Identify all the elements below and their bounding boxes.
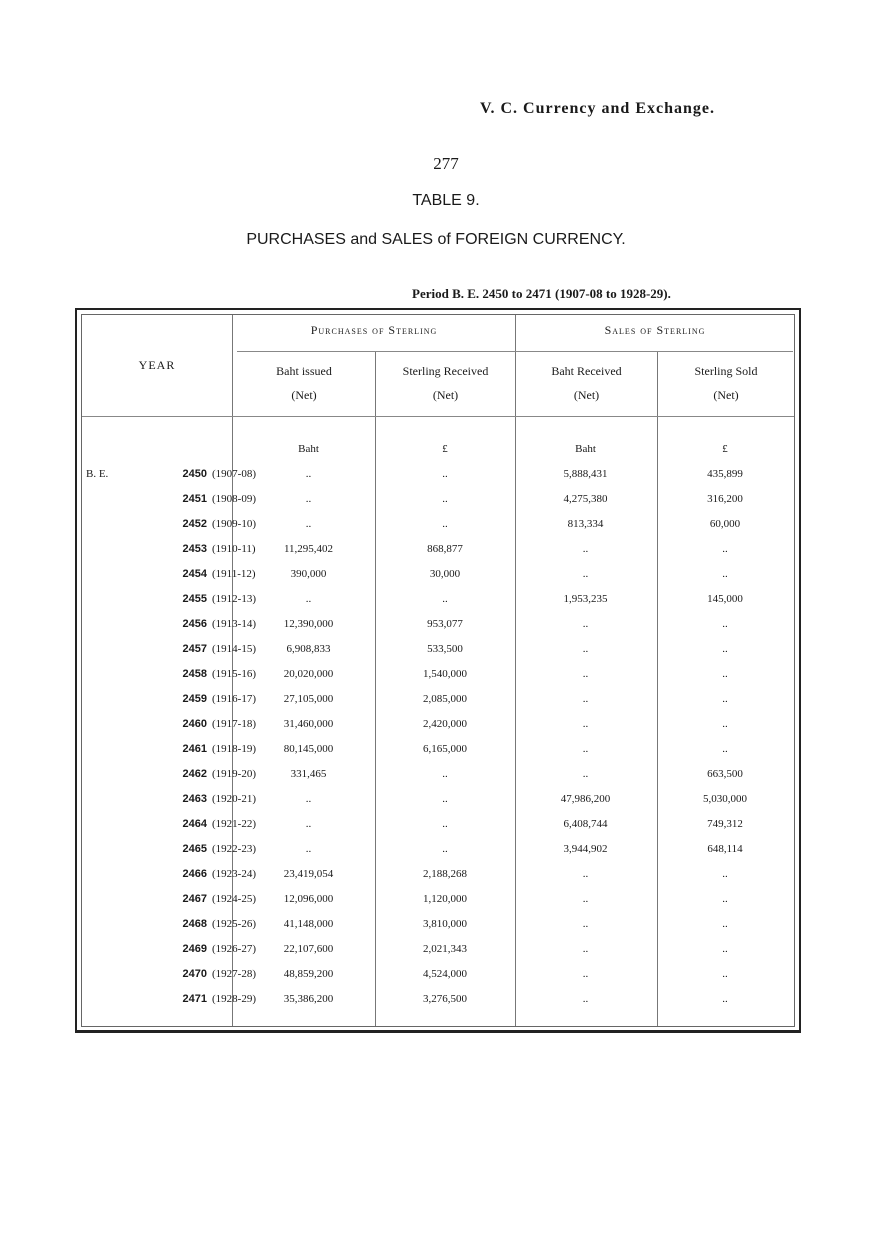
baht-issued-cell: 22,107,600 bbox=[283, 943, 334, 955]
purchases-group-header: Purchases of Sterling bbox=[310, 323, 438, 337]
baht-received-cell: .. bbox=[582, 718, 589, 730]
sterling-sold-cell: .. bbox=[722, 618, 728, 630]
ce-year-cell: (1917-18) bbox=[212, 718, 256, 730]
ce-year-cell: (1920-21) bbox=[212, 793, 256, 805]
baht-received-cell: .. bbox=[582, 993, 589, 1005]
sterling-sold-cell: .. bbox=[722, 643, 728, 655]
period-caption: Period B. E. 2450 to 2471 (1907-08 to 1928-29). bbox=[412, 286, 671, 301]
be-year-cell: 2458 bbox=[182, 668, 207, 680]
ce-year-cell: (1918-19) bbox=[212, 743, 256, 755]
baht-received-cell: .. bbox=[582, 968, 589, 980]
be-year-cell: 2460 bbox=[182, 718, 207, 730]
column-label: Sterling Received bbox=[402, 364, 489, 378]
unit-label: Baht bbox=[298, 443, 319, 455]
table-row bbox=[82, 512, 794, 537]
header-rule bbox=[237, 351, 793, 352]
sterling-sold-cell: 435,899 bbox=[707, 468, 743, 480]
ce-year-cell: (1913-14) bbox=[212, 618, 256, 630]
be-year-cell: 2464 bbox=[182, 818, 207, 830]
baht-issued-cell: 31,460,000 bbox=[283, 718, 334, 730]
ce-year-cell: (1916-17) bbox=[212, 693, 256, 705]
sterling-sold-cell: .. bbox=[722, 868, 728, 880]
ce-year-cell: (1927-28) bbox=[212, 968, 256, 980]
be-year-cell: 2453 bbox=[182, 543, 207, 555]
column-net-label: (Net) bbox=[713, 388, 739, 402]
sterling-sold-cell: 5,030,000 bbox=[703, 793, 747, 805]
ce-year-cell: (1925-26) bbox=[212, 918, 256, 930]
baht-received-cell: .. bbox=[582, 643, 589, 655]
ce-year-cell: (1926-27) bbox=[212, 943, 256, 955]
column-net-label: (Net) bbox=[573, 388, 600, 402]
baht-issued-cell: .. bbox=[305, 818, 312, 830]
table-row bbox=[82, 962, 794, 987]
sterling-received-cell: .. bbox=[442, 768, 448, 780]
baht-issued-cell: 48,859,200 bbox=[283, 968, 334, 980]
baht-issued-cell: 27,105,000 bbox=[283, 693, 334, 705]
be-year-cell: 2461 bbox=[182, 743, 207, 755]
table-row bbox=[82, 687, 794, 712]
baht-received-cell: 5,888,431 bbox=[563, 468, 608, 480]
ce-year-cell: (1923-24) bbox=[212, 868, 256, 880]
sterling-received-cell: 30,000 bbox=[429, 568, 461, 580]
ce-year-cell: (1928-29) bbox=[212, 993, 256, 1005]
column-label: Baht issued bbox=[276, 364, 332, 378]
baht-received-cell: .. bbox=[582, 768, 589, 780]
ce-year-cell: (1924-25) bbox=[212, 893, 256, 905]
unit-label: Baht bbox=[575, 443, 596, 455]
baht-received-cell: .. bbox=[582, 893, 589, 905]
table-row bbox=[82, 587, 794, 612]
be-year-cell: 2455 bbox=[182, 593, 207, 605]
sterling-received-cell: 2,188,268 bbox=[423, 868, 467, 880]
ce-year-cell: (1907-08) bbox=[212, 468, 256, 480]
baht-issued-cell: 35,386,200 bbox=[283, 993, 334, 1005]
baht-issued-cell: .. bbox=[305, 793, 312, 805]
baht-issued-cell: 331,465 bbox=[290, 768, 327, 780]
sterling-sold-cell: .. bbox=[722, 893, 728, 905]
be-year-cell: 2450 bbox=[182, 468, 207, 480]
sterling-received-cell: 2,085,000 bbox=[423, 693, 467, 705]
baht-issued-cell: .. bbox=[305, 468, 312, 480]
table-row bbox=[82, 712, 794, 737]
units-row bbox=[82, 437, 794, 462]
baht-issued-cell: 11,295,402 bbox=[283, 543, 334, 555]
ce-year-cell: (1908-09) bbox=[212, 493, 256, 505]
table-row bbox=[82, 537, 794, 562]
be-year-cell: 2467 bbox=[182, 893, 207, 905]
sterling-received-cell: .. bbox=[442, 493, 448, 505]
page-number: 277 bbox=[433, 154, 459, 173]
sterling-sold-cell: .. bbox=[722, 918, 728, 930]
table-title: TABLE 9. bbox=[412, 192, 480, 209]
sterling-received-cell: 3,276,500 bbox=[423, 993, 467, 1005]
baht-received-cell: .. bbox=[582, 743, 589, 755]
table-row bbox=[82, 562, 794, 587]
be-year-cell: 2457 bbox=[182, 643, 207, 655]
baht-received-cell: .. bbox=[582, 543, 589, 555]
ce-year-cell: (1911-12) bbox=[212, 568, 256, 580]
sterling-sold-cell: 316,200 bbox=[707, 493, 743, 505]
column-net-label: (Net) bbox=[432, 388, 459, 402]
sterling-sold-cell: .. bbox=[722, 743, 728, 755]
be-year-cell: 2468 bbox=[182, 918, 207, 930]
sterling-sold-cell: .. bbox=[722, 968, 728, 980]
unit-label: £ bbox=[722, 443, 728, 455]
sterling-sold-cell: .. bbox=[722, 943, 728, 955]
be-year-cell: 2469 bbox=[182, 943, 207, 955]
sterling-sold-cell: 60,000 bbox=[709, 518, 741, 530]
be-year-cell: 2466 bbox=[182, 868, 207, 880]
be-year-cell: 2454 bbox=[182, 568, 207, 580]
sterling-received-cell: 3,810,000 bbox=[423, 918, 467, 930]
table-row bbox=[82, 612, 794, 637]
table-row bbox=[82, 887, 794, 912]
ce-year-cell: (1922-23) bbox=[212, 843, 256, 855]
baht-issued-cell: .. bbox=[305, 518, 312, 530]
header-rule bbox=[82, 416, 794, 417]
sterling-received-cell: 1,540,000 bbox=[423, 668, 467, 680]
sterling-sold-cell: .. bbox=[722, 693, 728, 705]
table-row bbox=[82, 787, 794, 812]
baht-received-cell: .. bbox=[582, 568, 589, 580]
baht-issued-cell: 6,908,833 bbox=[286, 643, 331, 655]
baht-received-header bbox=[516, 359, 657, 407]
be-year-cell: 2462 bbox=[182, 768, 207, 780]
be-year-cell: 2451 bbox=[182, 493, 207, 505]
baht-received-cell: .. bbox=[582, 668, 589, 680]
sterling-received-cell: 6,165,000 bbox=[423, 743, 467, 755]
baht-received-cell: 813,334 bbox=[567, 518, 604, 530]
sterling-sold-cell: .. bbox=[722, 543, 728, 555]
baht-received-cell: 1,953,235 bbox=[563, 593, 608, 605]
sterling-sold-cell: .. bbox=[722, 568, 728, 580]
year-header: YEAR bbox=[138, 358, 176, 372]
sterling-received-header bbox=[376, 359, 515, 407]
sterling-received-cell: .. bbox=[442, 468, 448, 480]
era-prefix: B. E. bbox=[86, 468, 109, 480]
column-label: Sterling Sold bbox=[694, 364, 758, 378]
section-header: V. C. Currency and Exchange. bbox=[480, 100, 715, 117]
sterling-received-cell: 2,420,000 bbox=[423, 718, 467, 730]
sterling-sold-cell: .. bbox=[722, 668, 728, 680]
baht-received-cell: 4,275,380 bbox=[563, 493, 608, 505]
be-year-cell: 2452 bbox=[182, 518, 207, 530]
table-row bbox=[82, 937, 794, 962]
baht-issued-cell: .. bbox=[305, 493, 312, 505]
baht-received-cell: .. bbox=[582, 693, 589, 705]
column-label: Baht Received bbox=[551, 364, 622, 378]
baht-issued-cell: 80,145,000 bbox=[283, 743, 334, 755]
table-row bbox=[82, 862, 794, 887]
baht-issued-cell: 20,020,000 bbox=[283, 668, 334, 680]
sterling-sold-cell: .. bbox=[722, 718, 728, 730]
be-year-cell: 2470 bbox=[182, 968, 207, 980]
baht-issued-cell: 12,390,000 bbox=[283, 618, 334, 630]
sterling-received-cell: 2,021,343 bbox=[423, 943, 467, 955]
sterling-received-cell: .. bbox=[442, 793, 448, 805]
baht-issued-cell: 390,000 bbox=[290, 568, 327, 580]
baht-received-cell: 47,986,200 bbox=[560, 793, 611, 805]
table-row bbox=[82, 912, 794, 937]
ce-year-cell: (1909-10) bbox=[212, 518, 256, 530]
sterling-received-cell: 533,500 bbox=[427, 643, 463, 655]
sterling-received-cell: 4,524,000 bbox=[423, 968, 467, 980]
ce-year-cell: (1919-20) bbox=[212, 768, 256, 780]
table-row bbox=[82, 487, 794, 512]
table-row bbox=[82, 987, 794, 1012]
sales-group-header: Sales of Sterling bbox=[604, 323, 706, 337]
sterling-received-cell: .. bbox=[442, 593, 448, 605]
be-year-cell: 2465 bbox=[182, 843, 207, 855]
baht-issued-cell: 41,148,000 bbox=[283, 918, 334, 930]
column-net-label: (Net) bbox=[291, 388, 317, 402]
baht-received-cell: 3,944,902 bbox=[563, 843, 608, 855]
table-row bbox=[82, 462, 794, 487]
sterling-sold-cell: 145,000 bbox=[707, 593, 743, 605]
baht-issued-cell: 23,419,054 bbox=[283, 868, 334, 880]
ce-year-cell: (1912-13) bbox=[212, 593, 256, 605]
ce-year-cell: (1921-22) bbox=[212, 818, 256, 830]
be-year-cell: 2456 bbox=[182, 618, 207, 630]
sterling-sold-cell: 749,312 bbox=[707, 818, 743, 830]
be-year-cell: 2463 bbox=[182, 793, 207, 805]
ce-year-cell: (1910-11) bbox=[212, 543, 256, 555]
table-row bbox=[82, 662, 794, 687]
baht-received-cell: .. bbox=[582, 618, 589, 630]
sterling-received-cell: 1,120,000 bbox=[423, 893, 467, 905]
baht-received-cell: 6,408,744 bbox=[563, 818, 608, 830]
table-row bbox=[82, 762, 794, 787]
table-row bbox=[82, 637, 794, 662]
be-year-cell: 2471 bbox=[182, 993, 207, 1005]
ce-year-cell: (1915-16) bbox=[212, 668, 256, 680]
sterling-sold-cell: 663,500 bbox=[707, 768, 743, 780]
sterling-received-cell: .. bbox=[442, 818, 448, 830]
table-row bbox=[82, 837, 794, 862]
baht-received-cell: .. bbox=[582, 943, 589, 955]
sterling-received-cell: 953,077 bbox=[427, 618, 463, 630]
sterling-received-cell: 868,877 bbox=[427, 543, 463, 555]
baht-issued-cell: .. bbox=[305, 593, 312, 605]
unit-label: £ bbox=[442, 443, 448, 455]
ce-year-cell: (1914-15) bbox=[212, 643, 256, 655]
baht-received-cell: .. bbox=[582, 918, 589, 930]
baht-issued-header bbox=[233, 359, 375, 407]
table-subtitle: PURCHASES and SALES of FOREIGN CURRENCY. bbox=[246, 231, 626, 248]
baht-received-cell: .. bbox=[582, 868, 589, 880]
be-year-cell: 2459 bbox=[182, 693, 207, 705]
sterling-received-cell: .. bbox=[442, 843, 448, 855]
sterling-sold-cell: .. bbox=[722, 993, 728, 1005]
sterling-sold-header bbox=[658, 359, 794, 407]
baht-issued-cell: .. bbox=[305, 843, 312, 855]
baht-issued-cell: 12,096,000 bbox=[283, 893, 334, 905]
sterling-sold-cell: 648,114 bbox=[707, 843, 743, 855]
table-row bbox=[82, 737, 794, 762]
sterling-received-cell: .. bbox=[442, 518, 448, 530]
table-row bbox=[82, 812, 794, 837]
